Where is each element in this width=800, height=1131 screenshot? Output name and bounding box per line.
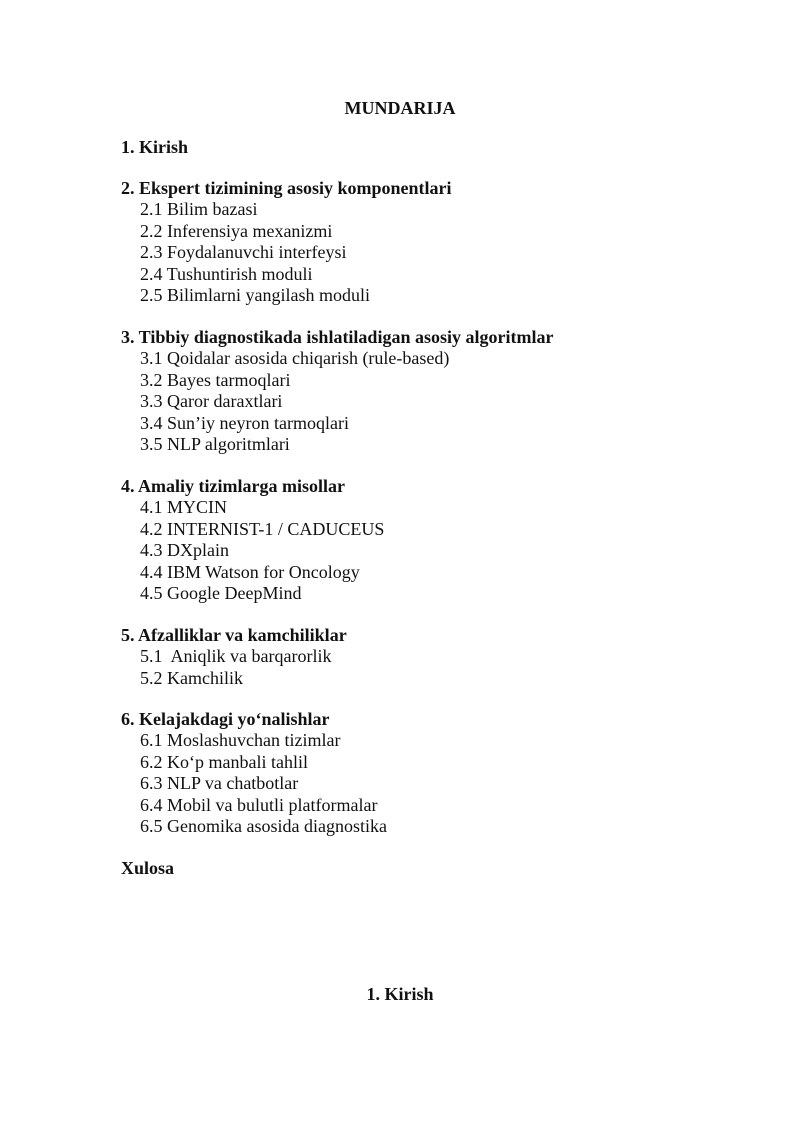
- toc-section-6: [121, 708, 721, 838]
- toc-item-2-5: 2.5 Bilimlarni yangilash moduli: [140, 285, 370, 306]
- toc-title: MUNDARIJA: [344, 98, 456, 118]
- toc-item-4-5: 4.5 Google DeepMind: [140, 583, 302, 604]
- toc-item-6-3: 6.3 NLP va chatbotlar: [140, 773, 299, 794]
- toc-section-2: [121, 177, 721, 307]
- toc-item-4-3: 4.3 DXplain: [140, 540, 229, 561]
- toc-heading-1: 1. Kirish: [121, 137, 189, 157]
- toc-section-3: [121, 326, 721, 456]
- toc-item-5-2: 5.2 Kamchilik: [140, 667, 243, 688]
- table-of-contents: [121, 136, 721, 879]
- toc-item-2-3: 2.3 Foydalanuvchi interfeysi: [140, 242, 347, 263]
- toc-item-3-2: 3.2 Bayes tarmoqlari: [140, 369, 291, 390]
- toc-heading-3: 3. Tibbiy diagnostikada ishlatiladigan asosiy algoritmlar: [121, 326, 554, 347]
- toc-section-5: [121, 624, 721, 689]
- toc-item-2-4: 2.4 Tushuntirish moduli: [140, 263, 313, 284]
- toc-item-4-2: 4.2 INTERNIST-1 / CADUCEUS: [140, 518, 385, 539]
- toc-item-4-4: 4.4 IBM Watson for Oncology: [140, 561, 360, 582]
- toc-item-6-4: 6.4 Mobil va bulutli platformalar: [140, 794, 378, 815]
- toc-conclusion: Xulosa: [121, 858, 175, 879]
- toc-item-6-2: 6.2 Ko‘p manbali tahlil: [140, 751, 308, 772]
- toc-item-4-1: 4.1 MYCIN: [140, 496, 228, 517]
- toc-item-3-4: 3.4 Sun’iy neyron tarmoqlari: [140, 412, 349, 433]
- toc-item-5-1: 5.1 Aniqlik va barqarorlik: [140, 645, 332, 666]
- toc-section-1: [121, 136, 721, 158]
- toc-item-3-1: 3.1 Qoidalar asosida chiqarish (rule-based): [140, 347, 450, 368]
- toc-item-2-1: 2.1 Bilim bazasi: [140, 199, 258, 219]
- toc-heading-4: 4. Amaliy tizimlarga misollar: [121, 475, 345, 496]
- toc-item-6-1: 6.1 Moslashuvchan tizimlar: [140, 730, 341, 751]
- toc-heading-5: 5. Afzalliklar va kamchiliklar: [121, 624, 347, 645]
- toc-item-3-5: 3.5 NLP algoritmlari: [140, 434, 290, 455]
- toc-item-6-5: 6.5 Genomika asosida diagnostika: [140, 816, 387, 837]
- section-heading-introduction: 1. Kirish: [366, 984, 434, 1004]
- toc-item-3-3: 3.3 Qaror daraxtlari: [140, 391, 283, 412]
- toc-heading-6: 6. Kelajakdagi yo‘nalishlar: [121, 709, 330, 730]
- toc-item-2-2: 2.2 Inferensiya mexanizmi: [140, 220, 333, 241]
- toc-heading-2: 2. Ekspert tizimining asosiy komponentlari: [121, 178, 452, 198]
- toc-section-4: [121, 475, 721, 605]
